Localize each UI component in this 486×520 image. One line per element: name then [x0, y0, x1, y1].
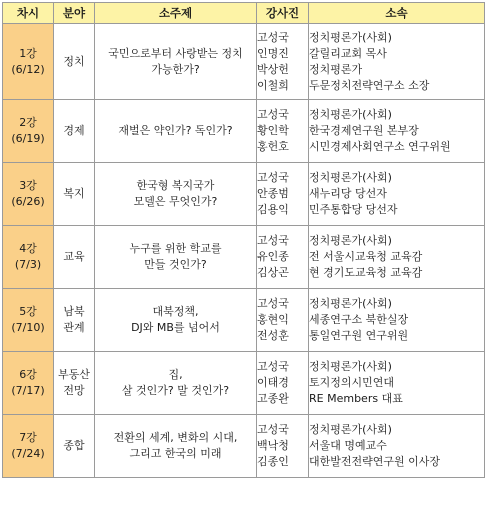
topic-cell [95, 100, 257, 163]
affiliation-text: RE Members 대표 [309, 392, 403, 405]
affiliation-text: 통일연구원 연구위원 [309, 329, 409, 342]
affiliation-text: 세종연구소 북한실장 [309, 313, 409, 326]
field-cell [54, 352, 95, 415]
field-cell [54, 163, 95, 226]
affiliation-text: 정치평론가 [309, 62, 363, 76]
session-text: (7/3) [14, 258, 42, 271]
field-cell [54, 100, 95, 163]
affiliation-text: 정치평론가(사회) [309, 30, 392, 44]
speakers-cell [257, 289, 309, 352]
session-cell [3, 415, 54, 478]
speakers-text: 이철희 [257, 78, 289, 92]
speakers-text: 고성국 [257, 297, 289, 310]
header-speakers: 강사진 [257, 3, 309, 24]
speakers-text: 고성국 [257, 30, 289, 44]
speakers-cell [257, 24, 309, 100]
speakers-text: 고성국 [257, 423, 289, 436]
topic-text: 가능한가? [151, 62, 200, 76]
speakers-text: 고성국 [257, 108, 289, 121]
affiliation-cell [309, 289, 485, 352]
topic-cell [95, 226, 257, 289]
affiliation-text: 대한발전전략연구원 이사장 [309, 455, 441, 468]
session-text: (7/10) [11, 321, 45, 334]
session-cell [3, 352, 54, 415]
topic-text: 누구를 위한 학교를 [129, 242, 222, 255]
speakers-text: 고성국 [257, 171, 289, 184]
field-text: 남북 [63, 305, 85, 318]
topic-text: 한국형 복지국가 [136, 179, 215, 192]
session-cell [3, 24, 54, 100]
speakers-text: 고성국 [257, 234, 289, 247]
table-row [3, 415, 485, 478]
affiliation-text: 정치평론가(사회) [309, 297, 392, 310]
topic-text: 그리고 한국의 미래 [129, 447, 222, 460]
affiliation-cell [309, 24, 485, 100]
speakers-cell [257, 100, 309, 163]
header-affiliation: 소속 [309, 3, 485, 24]
speakers-text: 유인종 [257, 250, 289, 263]
table-row [3, 24, 485, 100]
speakers-text: 김상곤 [257, 266, 289, 279]
affiliation-text: 정치평론가(사회) [309, 108, 392, 121]
session-text: 6강 [19, 368, 37, 381]
speakers-text: 백낙청 [257, 439, 289, 452]
table-row [3, 163, 485, 226]
affiliation-cell [309, 352, 485, 415]
affiliation-text: 정치평론가(사회) [309, 234, 392, 247]
speakers-text: 이태경 [257, 376, 289, 389]
speakers-text: 김종인 [257, 455, 289, 468]
field-text: 경제 [63, 124, 85, 137]
field-text: 교육 [63, 250, 85, 263]
affiliation-text: 전 서울시교육청 교육감 [309, 250, 423, 263]
table-row [3, 289, 485, 352]
table-row [3, 226, 485, 289]
lecture-schedule-table [2, 2, 485, 478]
session-text: 4강 [19, 242, 37, 255]
session-text: 1강 [19, 46, 37, 60]
topic-text: DJ와 MB를 넘어서 [131, 321, 220, 334]
field-text: 복지 [63, 187, 85, 200]
affiliation-cell [309, 100, 485, 163]
session-text: 7강 [19, 431, 37, 444]
field-text: 전망 [63, 384, 85, 397]
field-cell [54, 24, 95, 100]
topic-cell [95, 415, 257, 478]
session-cell [3, 226, 54, 289]
field-text: 정치 [63, 54, 85, 68]
field-text: 종합 [63, 439, 85, 452]
field-text: 부동산 [58, 368, 90, 381]
topic-text: 살 것인가? 말 것인가? [121, 384, 230, 397]
speakers-text: 홍헌호 [257, 140, 289, 153]
affiliation-text: 민주통합당 당선자 [309, 203, 398, 216]
affiliation-text: 토지정의시민연대 [309, 376, 395, 389]
speakers-text: 김용익 [257, 203, 289, 216]
header-topic: 소주제 [95, 3, 257, 24]
topic-cell [95, 289, 257, 352]
affiliation-cell [309, 415, 485, 478]
speakers-text: 안종범 [257, 187, 289, 200]
speakers-text: 전성훈 [257, 329, 289, 342]
field-cell [54, 415, 95, 478]
session-cell [3, 289, 54, 352]
speakers-cell [257, 352, 309, 415]
header-session: 차시 [3, 3, 54, 24]
affiliation-text: 새누리당 당선자 [309, 187, 387, 200]
affiliation-text: 시민경제사회연구소 연구위원 [309, 140, 451, 153]
speakers-text: 황인학 [257, 124, 289, 137]
speakers-text: 고성국 [257, 360, 289, 373]
field-cell [54, 226, 95, 289]
topic-text: 국민으로부터 사랑받는 정치 [108, 46, 243, 60]
speakers-cell [257, 226, 309, 289]
topic-text: 만들 것인가? [144, 258, 207, 271]
topic-cell [95, 352, 257, 415]
speakers-text: 고종완 [257, 392, 289, 405]
speakers-text: 박상헌 [257, 62, 289, 76]
affiliation-text: 두문정치전략연구소 소장 [309, 78, 430, 92]
affiliation-text: 서울대 명예교수 [309, 439, 387, 452]
session-text: 5강 [19, 305, 37, 318]
session-text: (7/24) [11, 447, 45, 460]
schedule-body [3, 24, 485, 478]
session-cell [3, 163, 54, 226]
topic-text: 재벌은 약인가? 독인가? [118, 124, 233, 137]
field-text: 관계 [63, 321, 85, 334]
affiliation-text: 현 경기도교육청 교육감 [309, 266, 423, 279]
speakers-text: 홍현익 [257, 313, 289, 326]
affiliation-text: 정치평론가(사회) [309, 360, 392, 373]
session-cell [3, 100, 54, 163]
topic-text: 대북정책, [152, 305, 199, 318]
session-text: 2강 [19, 116, 37, 129]
affiliation-text: 정치평론가(사회) [309, 423, 392, 436]
affiliation-text: 정치평론가(사회) [309, 171, 392, 184]
affiliation-cell [309, 163, 485, 226]
session-text: (6/26) [11, 195, 45, 208]
table-row [3, 352, 485, 415]
topic-cell [95, 24, 257, 100]
field-cell [54, 289, 95, 352]
header-field: 분야 [54, 3, 95, 24]
affiliation-cell [309, 226, 485, 289]
session-text: (7/17) [11, 384, 45, 397]
topic-text: 집, [168, 368, 183, 381]
session-text: 3강 [19, 179, 37, 192]
affiliation-text: 한국경제연구원 본부장 [309, 124, 419, 137]
session-text: (6/12) [11, 62, 45, 76]
affiliation-text: 갈릴리교회 목사 [309, 46, 387, 60]
topic-cell [95, 163, 257, 226]
topic-text: 모델은 무엇인가? [133, 195, 218, 208]
header-row [3, 3, 485, 24]
speakers-cell [257, 415, 309, 478]
speakers-cell [257, 163, 309, 226]
table-row [3, 100, 485, 163]
session-text: (6/19) [11, 132, 45, 145]
speakers-text: 인명진 [257, 46, 289, 60]
topic-text: 전환의 세계, 변화의 시대, [113, 431, 238, 444]
